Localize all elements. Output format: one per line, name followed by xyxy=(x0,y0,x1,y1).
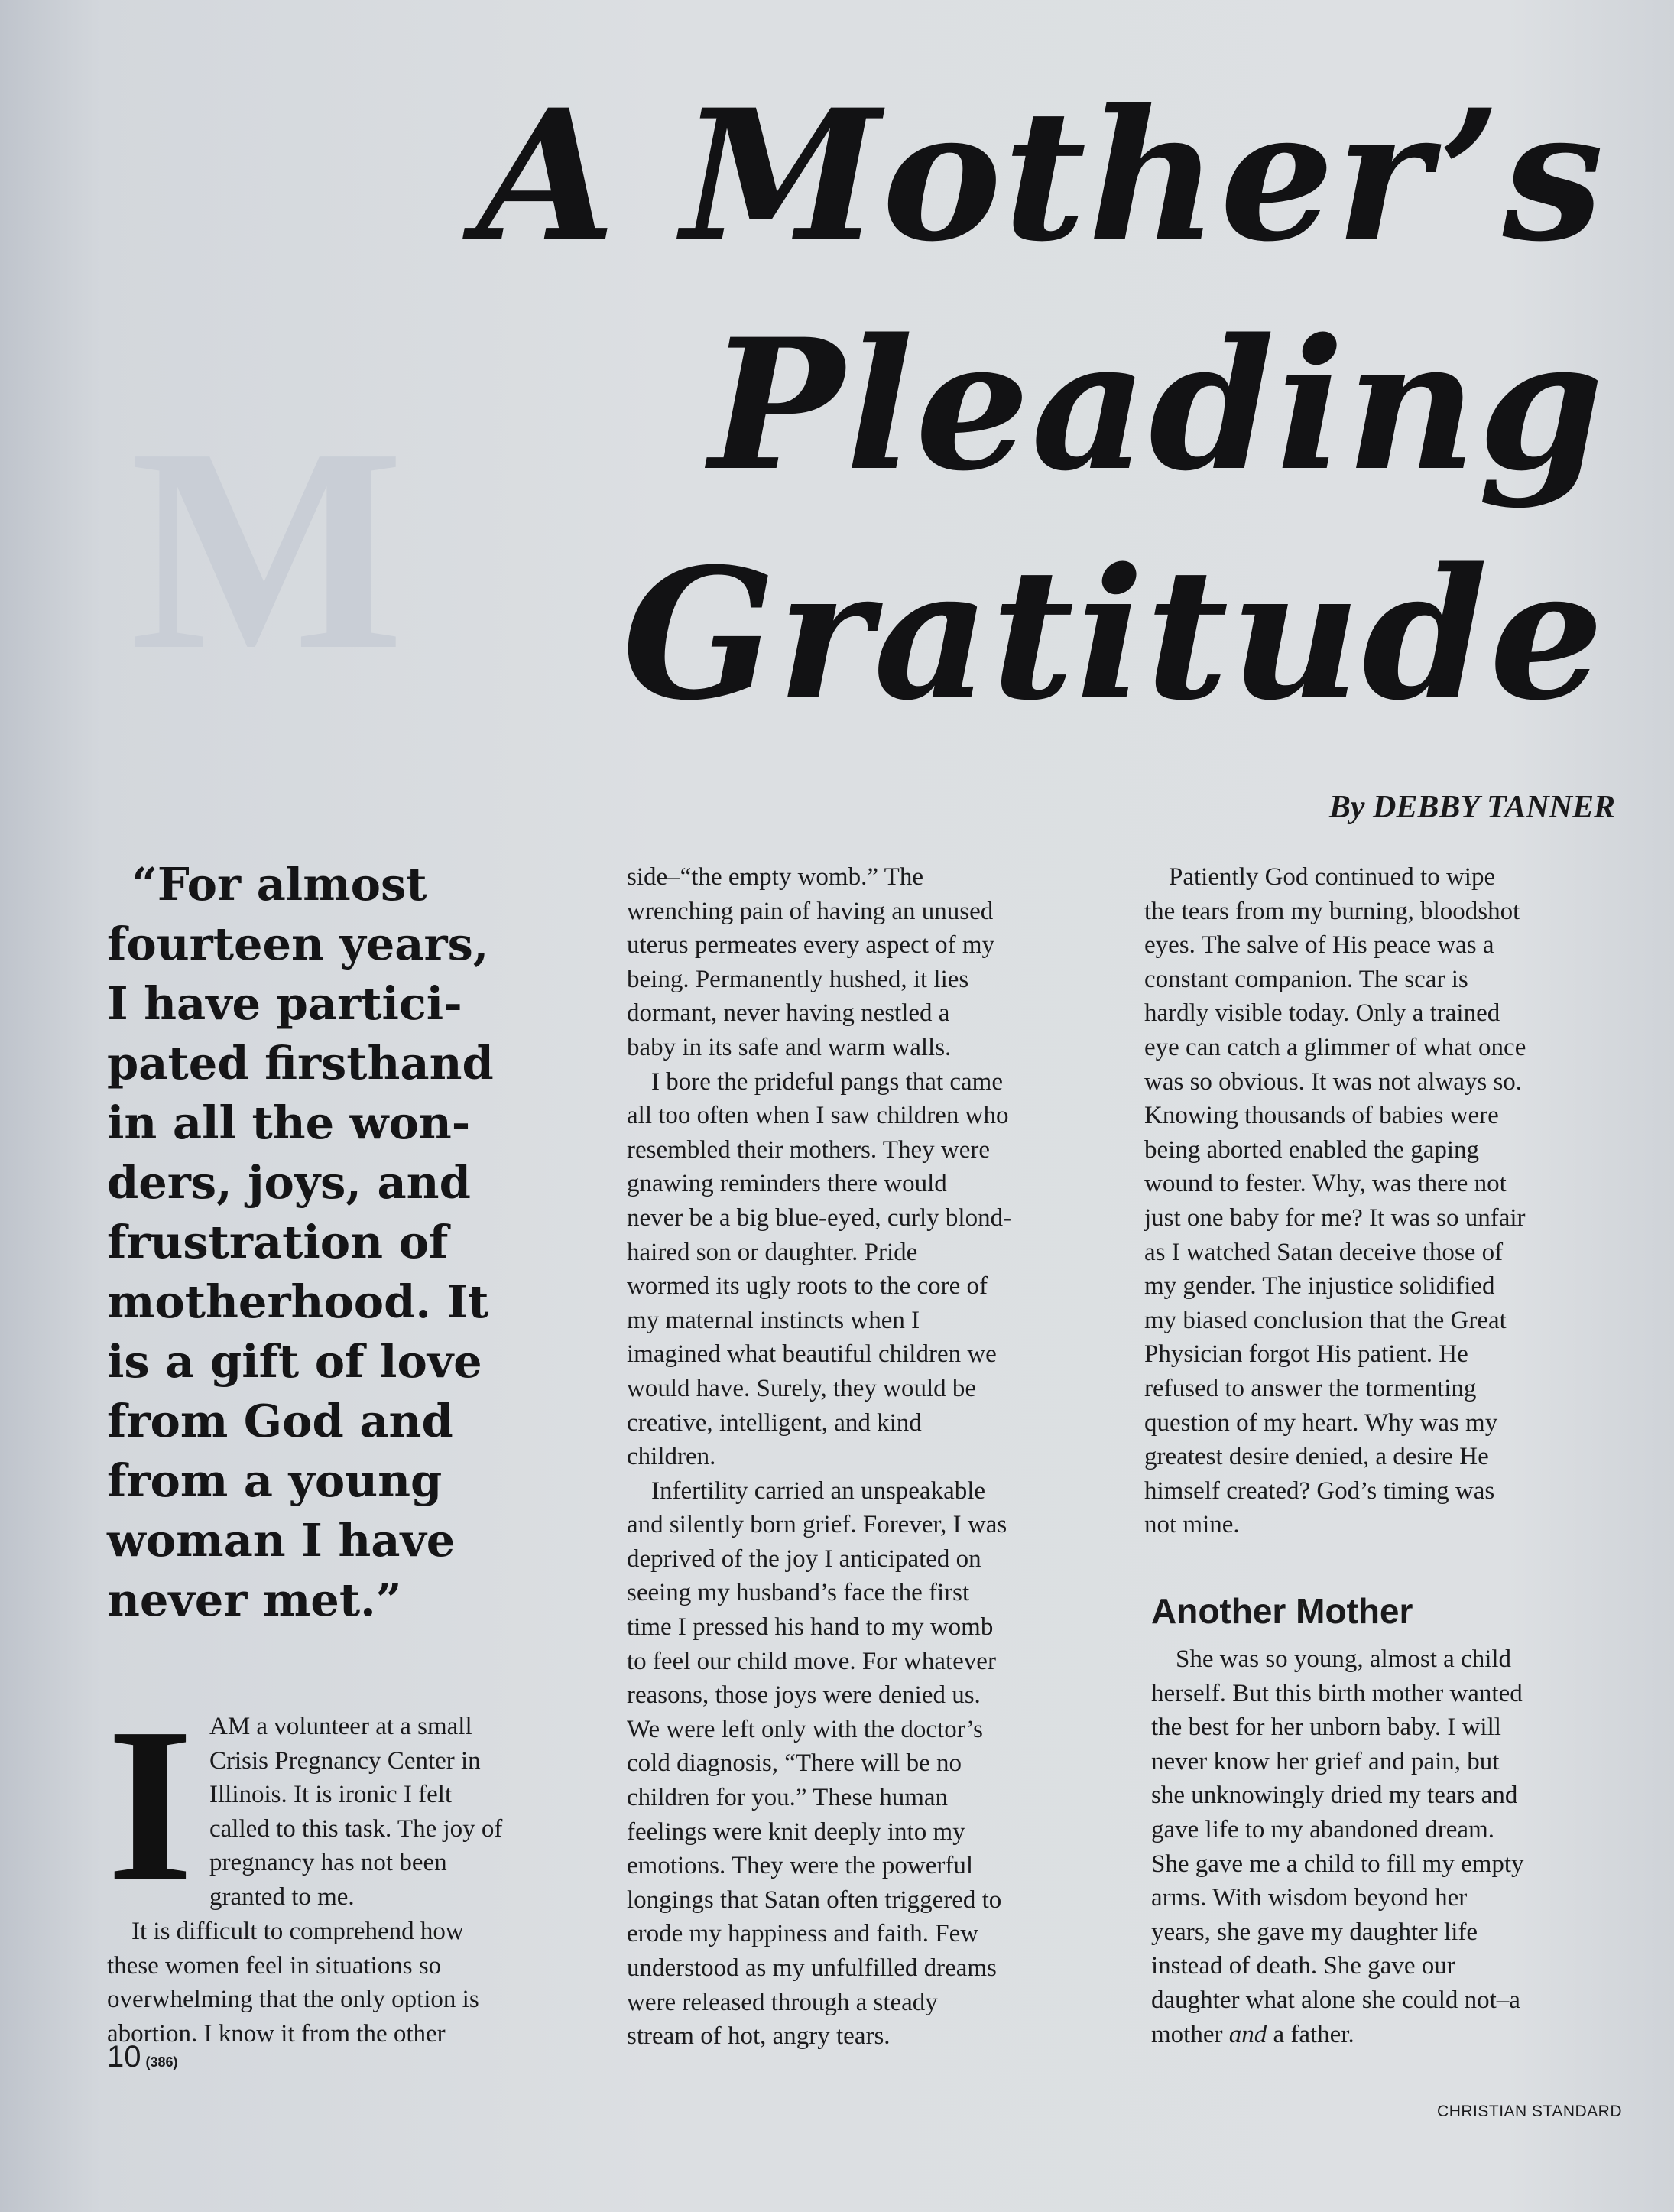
text-line: haired son or daughter. Pride xyxy=(627,1238,918,1266)
text-line: would have. Surely, they would be xyxy=(627,1374,977,1402)
text-line: constant companion. The scar is xyxy=(1144,965,1468,993)
text-line: from a young xyxy=(107,1454,443,1507)
pull-quote xyxy=(107,855,581,1630)
text-line: longings that Satan often triggered to xyxy=(627,1886,1002,1914)
text-line: It is difficult to comprehend how xyxy=(131,1918,464,1945)
text-line: pregnancy has not been xyxy=(209,1849,447,1877)
text-line: imagined what beautiful children we xyxy=(627,1340,997,1369)
text-line: feelings were knit deeply into my xyxy=(627,1817,965,1846)
title-line: Gratitude xyxy=(622,529,1605,740)
text-line: children for you.” These human xyxy=(627,1784,949,1812)
text-line: understood as my unfulfilled dreams xyxy=(627,1954,997,1982)
page-number xyxy=(107,2040,178,2074)
title-line: Pleading xyxy=(709,300,1605,511)
text-line: frustration of xyxy=(107,1216,449,1268)
text-line: eyes. The salve of His peace was a xyxy=(1144,931,1494,960)
text-line: I have partici- xyxy=(107,977,462,1030)
text-line: fourteen years, xyxy=(107,918,489,970)
text-fragment: a father. xyxy=(1267,2020,1354,2048)
text-line: Patiently God continued to wipe xyxy=(1169,863,1496,891)
text-line: hardly visible today. Only a trained xyxy=(1144,999,1500,1028)
text-line: time I pressed his hand to my womb xyxy=(627,1613,994,1642)
text-line: never met.” xyxy=(107,1574,402,1626)
text-line: eye can catch a glimmer of what once xyxy=(1144,1033,1526,1061)
text-line: years, she gave my daughter life xyxy=(1151,1918,1478,1946)
text-line: she unknowingly dried my tears and xyxy=(1151,1782,1518,1810)
text-line: herself. But this birth mother wanted xyxy=(1151,1679,1523,1707)
text-line: wound to fester. Why, was there not xyxy=(1144,1170,1507,1198)
title-line: A Mother’s xyxy=(476,70,1605,281)
column-3-text xyxy=(1144,860,1641,1542)
text-line: arms. With wisdom beyond her xyxy=(1151,1884,1468,1912)
text-line: just one baby for me? It was so unfair xyxy=(1144,1203,1526,1232)
text-line: all too often when I saw children who xyxy=(627,1102,1009,1130)
text-line: to feel our child move. For whatever xyxy=(627,1647,996,1675)
column-3-section-text xyxy=(1151,1642,1648,2051)
text-line: emotions. They were the powerful xyxy=(627,1852,974,1880)
text-line: cold diagnosis, “There will be no xyxy=(627,1749,962,1778)
text-line: ders, joys, and xyxy=(107,1156,471,1209)
text-line: Knowing thousands of babies were xyxy=(1144,1102,1499,1130)
text-line: being. Permanently hushed, it lies xyxy=(627,965,969,993)
byline: By DEBBY TANNER xyxy=(1328,790,1615,825)
folio-number: 10 xyxy=(107,2040,141,2074)
text-line: dormant, never having nestled a xyxy=(627,999,950,1028)
text-line: We were left only with the doctor’s xyxy=(627,1715,983,1743)
text-line xyxy=(1151,2018,1648,2052)
text-line: as I watched Satan deceive those of xyxy=(1144,1238,1504,1266)
text-line: children. xyxy=(627,1443,716,1471)
text-line: and silently born grief. Forever, I was xyxy=(627,1511,1007,1539)
article-title xyxy=(477,61,1605,749)
section-heading: Another Mother xyxy=(1151,1591,1413,1631)
text-line: She gave me a child to fill my empty xyxy=(1151,1850,1524,1878)
text-line: question of my heart. Why was my xyxy=(1144,1408,1498,1437)
text-line: not mine. xyxy=(1144,1511,1240,1539)
text-line: Illinois. It is ironic I felt xyxy=(209,1781,453,1809)
text-line: “For almost xyxy=(131,858,427,911)
text-line: creative, intelligent, and kind xyxy=(627,1408,922,1437)
issue-page-number: (386) xyxy=(145,2054,178,2070)
text-line: greatest desire denied, a desire He xyxy=(1144,1443,1489,1471)
text-line: were released through a steady xyxy=(627,1988,938,2016)
text-line: Physician forgot His patient. He xyxy=(1144,1340,1468,1369)
text-line: motherhood. It xyxy=(107,1275,489,1328)
text-line: wrenching pain of having an unused xyxy=(627,897,994,925)
text-line: the tears from my burning, bloodshot xyxy=(1144,897,1520,925)
emphasis: and xyxy=(1228,2020,1267,2048)
show-through-shadow: M xyxy=(130,388,404,710)
drop-cap-paragraph xyxy=(209,1710,592,1915)
text-line: She was so young, almost a child xyxy=(1176,1645,1512,1673)
text-line: never be a big blue-eyed, curly blond- xyxy=(627,1203,1012,1232)
text-line: side–“the empty womb.” The xyxy=(627,863,923,891)
text-line: refused to answer the tormenting xyxy=(1144,1374,1477,1402)
text-line: abortion. I know it from the other xyxy=(107,2019,446,2048)
text-line: is a gift of love xyxy=(107,1335,482,1388)
text-line: granted to me. xyxy=(209,1882,355,1911)
text-line: daughter what alone she could not–a xyxy=(1151,1986,1520,2014)
text-line: never know her grief and pain, but xyxy=(1151,1747,1500,1775)
text-line: pated firsthand xyxy=(107,1037,494,1090)
magazine-name: CHRISTIAN STANDARD xyxy=(1437,2103,1622,2120)
text-line: these women feel in situations so xyxy=(107,1951,442,1980)
text-line: resembled their mothers. They were xyxy=(627,1135,990,1164)
text-line: overwhelming that the only option is xyxy=(107,1986,479,2014)
text-line: I bore the prideful pangs that came xyxy=(651,1067,1003,1096)
text-line: himself created? God’s timing was xyxy=(1144,1476,1495,1505)
text-line: woman I have xyxy=(107,1514,456,1567)
text-line: wormed its ugly roots to the core of xyxy=(627,1272,988,1301)
text-line: being aborted enabled the gaping xyxy=(1144,1135,1480,1164)
text-line: Crisis Pregnancy Center in xyxy=(209,1746,481,1775)
text-line: instead of death. She gave our xyxy=(1151,1952,1455,1980)
text-line: called to this task. The joy of xyxy=(209,1814,503,1843)
text-line: from God and xyxy=(107,1395,453,1447)
text-line: my gender. The injustice solidified xyxy=(1144,1272,1495,1301)
text-line: AM a volunteer at a small xyxy=(209,1713,472,1740)
text-line: gave life to my abandoned dream. xyxy=(1151,1815,1494,1843)
text-fragment: mother xyxy=(1151,2020,1229,2048)
text-line: Infertility carried an unspeakable xyxy=(651,1476,986,1505)
text-line: gnawing reminders there would xyxy=(627,1170,947,1198)
text-line: seeing my husband’s face the first xyxy=(627,1579,970,1607)
text-line: my maternal instincts when I xyxy=(627,1306,920,1334)
text-line: my biased conclusion that the Great xyxy=(1144,1306,1507,1334)
column-1-text xyxy=(107,1915,596,2051)
text-line: in all the won- xyxy=(107,1096,471,1149)
text-line: deprived of the joy I anticipated on xyxy=(627,1545,981,1573)
text-line: erode my happiness and faith. Few xyxy=(627,1920,979,1948)
text-line: was so obvious. It was not always so. xyxy=(1144,1067,1523,1096)
column-2-text xyxy=(627,860,1124,2054)
text-line: the best for her unborn baby. I will xyxy=(1151,1713,1501,1742)
text-line: baby in its safe and warm walls. xyxy=(627,1033,952,1061)
text-line: stream of hot, angry tears. xyxy=(627,2022,891,2051)
text-line: reasons, those joys were denied us. xyxy=(627,1681,981,1710)
drop-cap: I xyxy=(107,1682,193,1928)
text-line: uterus permeates every aspect of my xyxy=(627,931,995,960)
